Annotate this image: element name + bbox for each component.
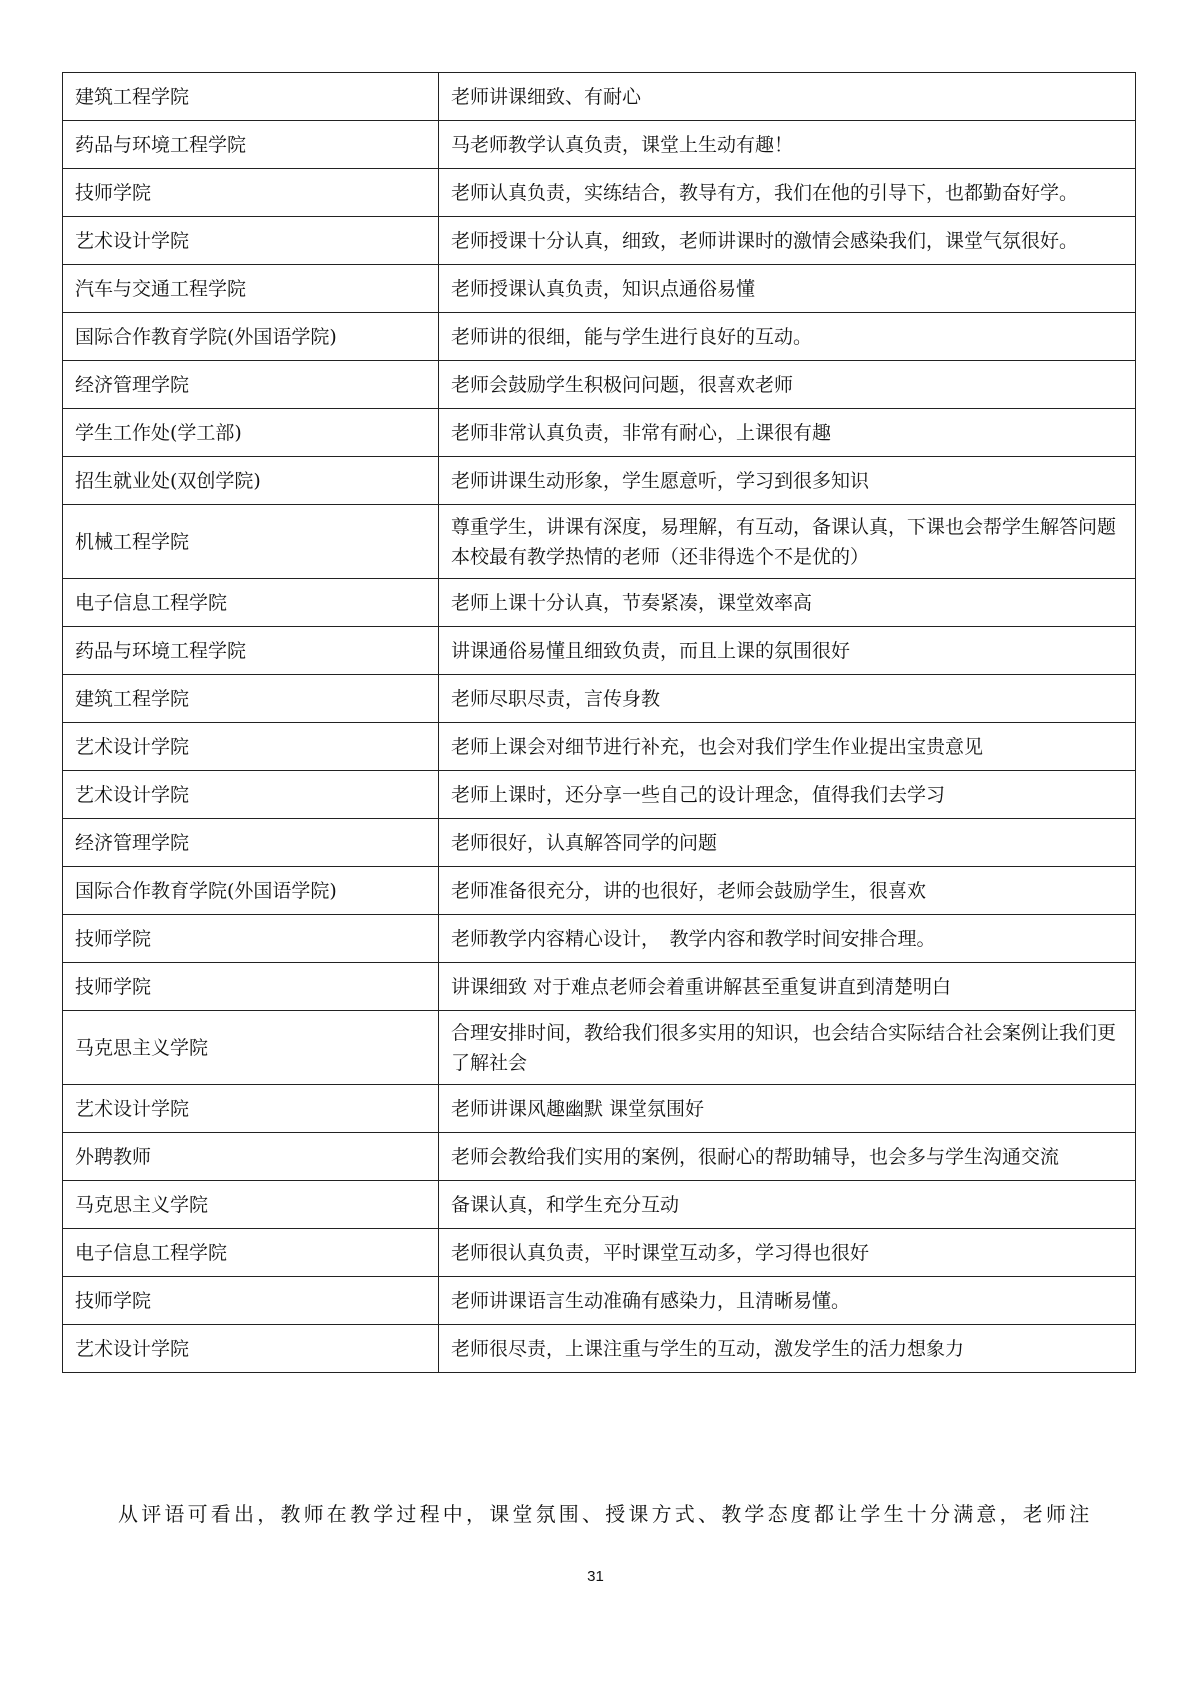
department-cell: 艺术设计学院: [63, 1085, 439, 1133]
department-cell: 技师学院: [63, 915, 439, 963]
table-row: [63, 723, 1136, 771]
comment-cell: 老师讲课生动形象，学生愿意听，学习到很多知识: [439, 457, 1136, 505]
table-row: [63, 457, 1136, 505]
department-cell: 机械工程学院: [63, 505, 439, 579]
comment-cell: 老师教学内容精心设计， 教学内容和教学时间安排合理。: [439, 915, 1136, 963]
comment-cell: 尊重学生，讲课有深度，易理解，有互动，备课认真，下课也会帮学生解答问题 本校最有教学热情的老师（还非得选个不是优的）: [439, 505, 1136, 579]
table-row: [63, 915, 1136, 963]
table-row: [63, 963, 1136, 1011]
table-row: [63, 265, 1136, 313]
comment-cell: 老师认真负责，实练结合，教导有方，我们在他的引导下，也都勤奋好学。: [439, 169, 1136, 217]
comment-cell: 备课认真，和学生充分互动: [439, 1181, 1136, 1229]
department-cell: 马克思主义学院: [63, 1181, 439, 1229]
department-cell: 经济管理学院: [63, 361, 439, 409]
table-row: [63, 361, 1136, 409]
comment-cell: 讲课通俗易懂且细致负责，而且上课的氛围很好: [439, 627, 1136, 675]
table-row: [63, 1229, 1136, 1277]
comment-cell: 老师很认真负责，平时课堂互动多，学习得也很好: [439, 1229, 1136, 1277]
table-row: [63, 1133, 1136, 1181]
comment-cell: 讲课细致 对于难点老师会着重讲解甚至重复讲直到清楚明白: [439, 963, 1136, 1011]
comment-cell: 老师很尽责，上课注重与学生的互动，激发学生的活力想象力: [439, 1325, 1136, 1373]
department-cell: 艺术设计学院: [63, 771, 439, 819]
comment-cell: 老师讲的很细，能与学生进行良好的互动。: [439, 313, 1136, 361]
table-row: [63, 1085, 1136, 1133]
comment-cell: 老师很好，认真解答同学的问题: [439, 819, 1136, 867]
table-row: [63, 1181, 1136, 1229]
department-cell: 技师学院: [63, 1277, 439, 1325]
table-row: [63, 1325, 1136, 1373]
comment-cell: 老师准备很充分，讲的也很好，老师会鼓励学生，很喜欢: [439, 867, 1136, 915]
table-row: [63, 409, 1136, 457]
department-cell: 建筑工程学院: [63, 73, 439, 121]
table-row: [63, 1277, 1136, 1325]
evaluation-table-body: [63, 73, 1136, 1373]
department-cell: 招生就业处(双创学院): [63, 457, 439, 505]
department-cell: 马克思主义学院: [63, 1011, 439, 1085]
table-row: [63, 867, 1136, 915]
department-cell: 药品与环境工程学院: [63, 627, 439, 675]
comment-cell: 老师授课认真负责，知识点通俗易懂: [439, 265, 1136, 313]
department-cell: 经济管理学院: [63, 819, 439, 867]
department-cell: 艺术设计学院: [63, 723, 439, 771]
comment-cell: 合理安排时间，教给我们很多实用的知识，也会结合实际结合社会案例让我们更了解社会: [439, 1011, 1136, 1085]
department-cell: 汽车与交通工程学院: [63, 265, 439, 313]
department-cell: 技师学院: [63, 963, 439, 1011]
department-cell: 艺术设计学院: [63, 217, 439, 265]
comment-cell: 老师讲课细致、有耐心: [439, 73, 1136, 121]
table-row: [63, 505, 1136, 579]
summary-paragraph: 从评语可看出，教师在教学过程中，课堂氛围、授课方式、教学态度都让学生十分满意，老师注: [118, 1502, 1093, 1526]
comment-cell: 老师上课会对细节进行补充，也会对我们学生作业提出宝贵意见: [439, 723, 1136, 771]
department-cell: 药品与环境工程学院: [63, 121, 439, 169]
comment-cell: 老师尽职尽责，言传身教: [439, 675, 1136, 723]
department-cell: 技师学院: [63, 169, 439, 217]
page-number: 31: [587, 1568, 604, 1585]
table-row: [63, 73, 1136, 121]
table-row: [63, 579, 1136, 627]
comment-cell: 老师授课十分认真，细致，老师讲课时的激情会感染我们，课堂气氛很好。: [439, 217, 1136, 265]
department-cell: 国际合作教育学院(外国语学院): [63, 867, 439, 915]
comment-cell: 马老师教学认真负责，课堂上生动有趣！: [439, 121, 1136, 169]
comment-cell: 老师上课时，还分享一些自己的设计理念，值得我们去学习: [439, 771, 1136, 819]
table-row: [63, 169, 1136, 217]
comment-cell: 老师上课十分认真，节奏紧凑，课堂效率高: [439, 579, 1136, 627]
department-cell: 学生工作处(学工部): [63, 409, 439, 457]
table-row: [63, 675, 1136, 723]
table-row: [63, 313, 1136, 361]
table-row: [63, 819, 1136, 867]
comment-cell: 老师会鼓励学生积极问问题，很喜欢老师: [439, 361, 1136, 409]
table-row: [63, 627, 1136, 675]
table-row: [63, 1011, 1136, 1085]
comment-cell: 老师讲课语言生动准确有感染力，且清晰易懂。: [439, 1277, 1136, 1325]
department-cell: 电子信息工程学院: [63, 1229, 439, 1277]
table-row: [63, 121, 1136, 169]
department-cell: 国际合作教育学院(外国语学院): [63, 313, 439, 361]
department-cell: 外聘教师: [63, 1133, 439, 1181]
comment-cell: 老师非常认真负责，非常有耐心，上课很有趣: [439, 409, 1136, 457]
department-cell: 艺术设计学院: [63, 1325, 439, 1373]
department-cell: 电子信息工程学院: [63, 579, 439, 627]
comment-cell: 老师会教给我们实用的案例，很耐心的帮助辅导，也会多与学生沟通交流: [439, 1133, 1136, 1181]
comment-cell: 老师讲课风趣幽默 课堂氛围好: [439, 1085, 1136, 1133]
table-row: [63, 771, 1136, 819]
evaluation-table: [62, 72, 1136, 1373]
table-row: [63, 217, 1136, 265]
department-cell: 建筑工程学院: [63, 675, 439, 723]
